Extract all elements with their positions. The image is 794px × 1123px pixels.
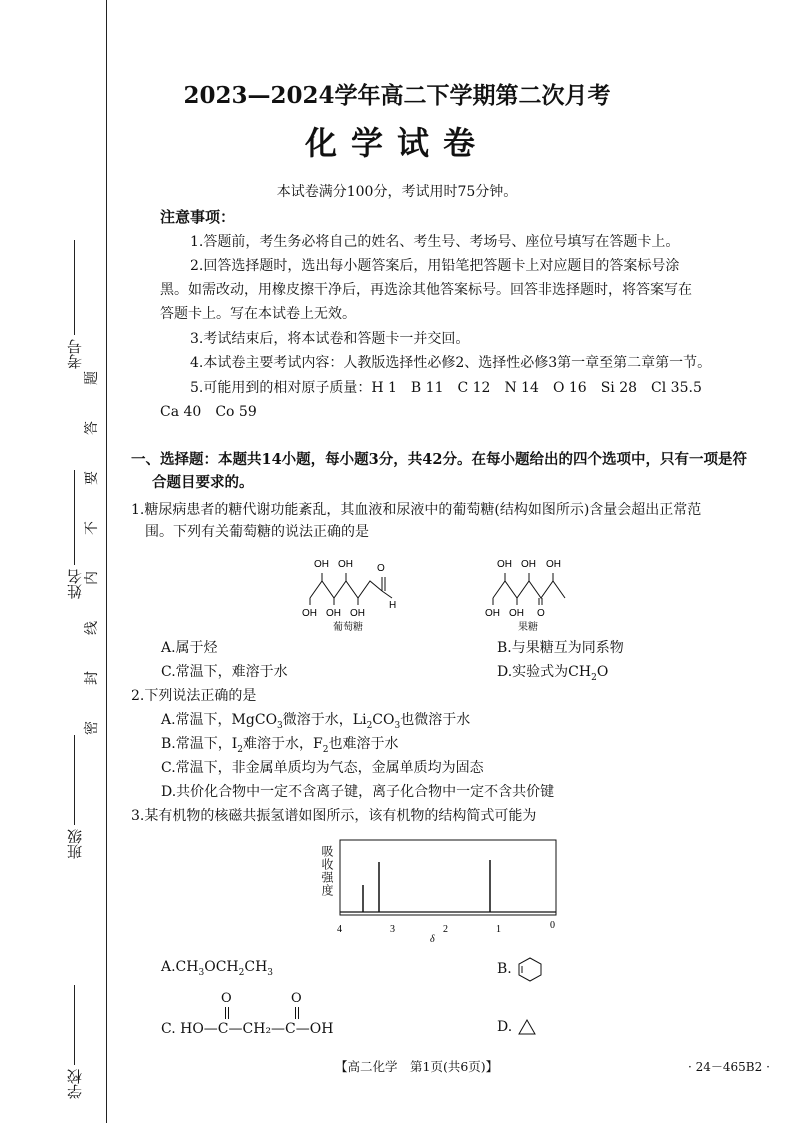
oh-label: OH	[350, 608, 365, 619]
kaohao-label: 考号	[64, 240, 85, 369]
glucose-structure	[300, 543, 415, 628]
seal-char: 密	[84, 721, 100, 735]
nmr-xlabel: δ	[430, 934, 435, 945]
nmr-tick: 0	[550, 920, 555, 931]
notice-item: Ca 40 Co 59	[160, 404, 257, 420]
glucose-caption: 葡萄糖	[333, 622, 363, 633]
cyclohexene-icon	[516, 956, 544, 982]
seal-char: 线	[84, 621, 100, 635]
notice-item: 3.考试结束后，将本试卷和答题卡一并交回。	[190, 331, 470, 347]
q1-line2: 围。下列有关葡萄糖的说法正确的是	[145, 524, 369, 540]
seal-char: 封	[84, 671, 100, 685]
page-footer: 【高二化学 第1页(共6页)】	[335, 1059, 499, 1074]
q3-option-d: D.	[497, 1018, 537, 1036]
q2-option-a: A.常温下，MgCO$_3$微溶于水，$Li_2CO_3$也微溶于水	[161, 712, 471, 731]
notice-item: 2.回答选择题时，选出每小题答案后，用铅笔把答题卡上对应题目的答案标号涂	[190, 258, 680, 274]
seal-char: 题	[84, 371, 100, 385]
q1-option-b: B.与果糖互为同系物	[497, 640, 624, 656]
oh-label: OH	[338, 559, 353, 570]
h-label: H	[389, 600, 397, 611]
notice-heading: 注意事项：	[160, 208, 236, 226]
xuexiao-label: 学校	[64, 985, 85, 1099]
section-heading-line1: 一、选择题：本题共14小题，每小题3分，共42分。在每小题给出的四个选项中，只有一项是符	[131, 451, 747, 468]
q3-option-c-o1: O	[221, 991, 232, 1006]
oh-label: OH	[509, 608, 524, 619]
seal-char: 不	[84, 521, 100, 535]
oh-label: OH	[302, 608, 317, 619]
notice-item: 5.可能用到的相对原子质量：H 1 B 11 C 12 N 14 O 16 Si 28 Cl 35.5	[190, 380, 702, 396]
seal-char: 答	[84, 421, 100, 435]
notice-item: 答题卡上。写在本试卷上无效。	[160, 306, 356, 322]
exam-title: 2023—2024学年高二下学期第二次月考	[183, 82, 611, 109]
banji-label: 班级	[64, 735, 85, 859]
binding-line	[106, 0, 107, 1123]
cyclopropane-icon	[517, 1018, 537, 1036]
nmr-spectrum	[335, 838, 567, 948]
q1-line1: 1.糖尿病患者的糖代谢功能紊乱，其血液和尿液中的葡萄糖(结构如图所示)含量会超出正常范	[131, 502, 702, 518]
oh-label: OH	[314, 559, 329, 570]
question-2-stem: 2.下列说法正确的是	[131, 688, 257, 704]
oh-label: OH	[546, 559, 561, 570]
oh-label: OH	[521, 559, 536, 570]
section-heading-line2: 合题目要求的。	[152, 474, 254, 491]
fructose-caption: 果糖	[518, 622, 538, 633]
o-label: O	[377, 563, 385, 574]
q1-option-a: A.属于烃	[161, 640, 218, 656]
notice-item: 1.答题前，考生务必将自己的姓名、考生号、考场号、座位号填写在答题卡上。	[190, 234, 680, 250]
q3-c-double-bond	[295, 1007, 299, 1019]
q2-option-d: D.共价化合物中一定不含离子键，离子化合物中一定不含共价键	[161, 784, 555, 800]
exam-info: 本试卷满分100分，考试用时75分钟。	[276, 184, 518, 200]
nmr-tick: 1	[496, 924, 501, 935]
q1-option-d: D.实验式为$CH_2O$	[497, 664, 609, 683]
seal-char: 要	[84, 471, 100, 485]
q1-option-c: C.常温下，难溶于水	[161, 664, 288, 680]
seal-column	[84, 363, 100, 743]
notice-item: 4.本试卷主要考试内容：人教版选择性必修2、选择性必修3第一章至第二章第一节。	[190, 355, 712, 371]
nmr-ylabel: 吸收强度	[320, 845, 334, 897]
q3-option-a: $A.CH_3OCH_2CH_3$	[161, 959, 274, 978]
notice-item: 黑。如需改动，用橡皮擦干净后，再选涂其他答案标号。回答非选择题时，将答案写在	[160, 282, 692, 298]
xingming-label: 姓名	[64, 470, 85, 599]
oh-label: OH	[326, 608, 341, 619]
oh-label: OH	[485, 608, 500, 619]
q2-option-b: B.常温下，$I_2$难溶于水，$F_2$也难溶于水	[161, 736, 399, 755]
section-heading	[131, 448, 771, 494]
nmr-tick: 2	[443, 924, 448, 935]
question-1-stem	[131, 499, 771, 543]
q2-option-c: C.常温下，非金属单质均为气态，金属单质均为固态	[161, 760, 484, 776]
q3-c-double-bond	[225, 1007, 229, 1019]
seal-char: 内	[84, 571, 100, 585]
q3-option-c: C. HO—C—CH₂—C—OH	[161, 1021, 334, 1037]
q3-option-b: B.	[497, 956, 544, 982]
exam-code: · 24－465B2 ·	[688, 1060, 770, 1074]
nmr-tick: 4	[337, 924, 342, 935]
subject-title: 化学试卷	[304, 124, 489, 162]
nmr-tick: 3	[390, 924, 395, 935]
q3-option-c-o2: O	[291, 991, 302, 1006]
question-3-stem: 3.某有机物的核磁共振氢谱如图所示，该有机物的结构简式可能为	[131, 808, 537, 824]
oh-label: OH	[497, 559, 512, 570]
fructose-structure	[483, 543, 583, 628]
o-label: O	[537, 608, 545, 619]
